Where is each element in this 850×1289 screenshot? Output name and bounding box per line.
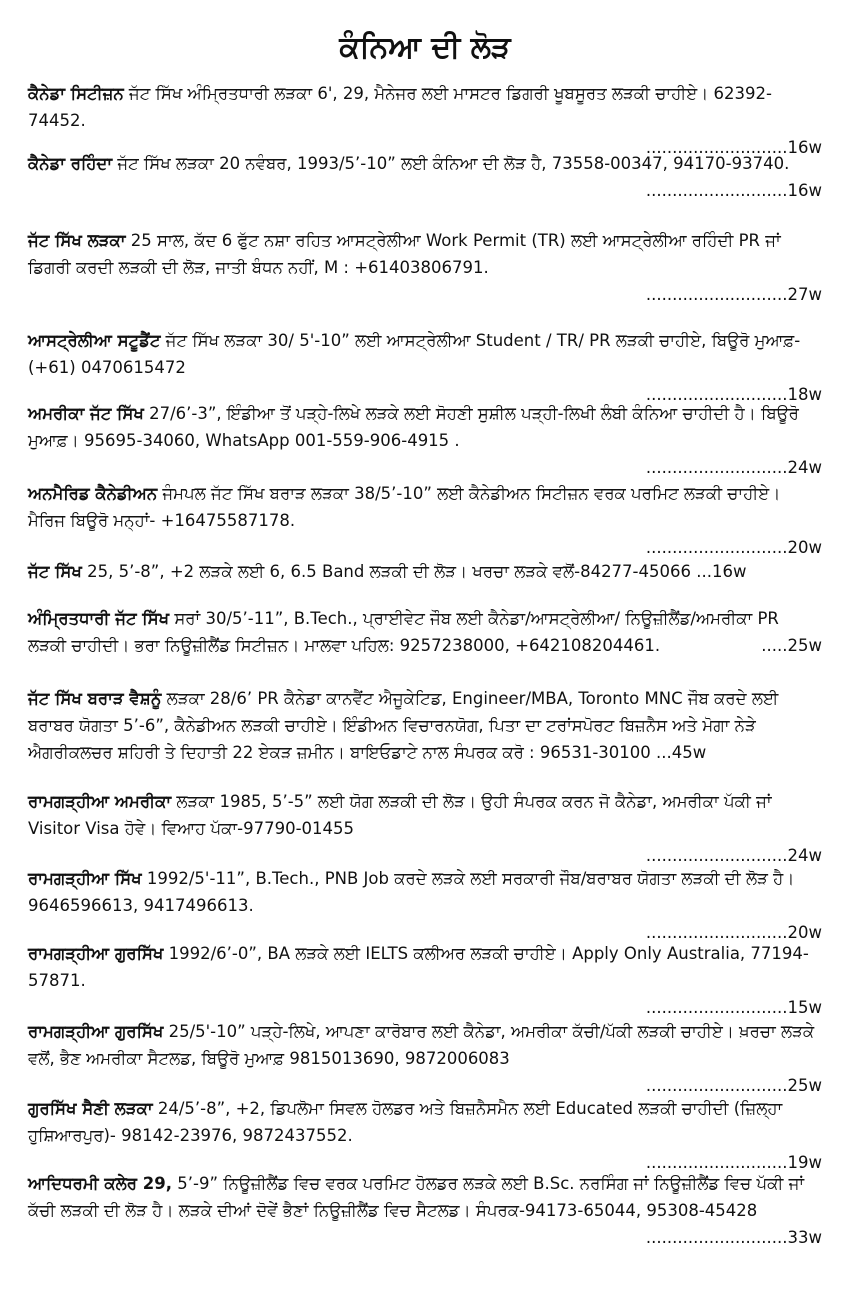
ad-lead: ਜੱਟ ਸਿੱਖ ਲੜਕਾ (28, 231, 126, 250)
ad-item (28, 400, 822, 481)
ad-item (28, 558, 822, 585)
ad-lead: ਰਾਮਗੜ੍ਹੀਆ ਅਮਰੀਕਾ (28, 792, 172, 811)
ad-body: 25/5'-10” ਪੜ੍ਹੇ-ਲਿਖੇ, ਆਪਣਾ ਕਾਰੋਬਾਰ ਲਈ ਕੈਨੇਡਾ, ਅਮਰੀਕਾ ਕੱਚੀ/ਪੱਕੀ ਲੜਕੀ ਚਾਹੀਏ। ਖ਼ਰਚਾ ਲੜਕੇ ਵਲੋਂ, ਭੈਣ ਅਮਰੀਕਾ ਸੈਟਲਡ, ਬਿਊਰੋ ਮੁਆਫ਼ 9815013690, 9872006083 (28, 1022, 815, 1068)
ad-item (28, 788, 822, 869)
ad-body: ਜੱਟ ਸਿੱਖ ਅੰਮ੍ਰਿਤਧਾਰੀ ਲੜਕਾ 6', 29, ਮੈਨੇਜਰ ਲਈ ਮਾਸਟਰ ਡਿਗਰੀ ਖੂਬਸੂਰਤ ਲੜਕੀ ਚਾਹੀਏ। 62392-74452. (28, 84, 772, 130)
ad-code: ...16w (696, 562, 747, 581)
ad-item (28, 940, 822, 1021)
ad-lead: ਅਮਰੀਕਾ ਜੱਟ ਸਿੱਖ (28, 404, 144, 423)
ad-body: 24/5’-8”, +2, ਡਿਪਲੋਮਾ ਸਿਵਲ ਹੋਲਡਰ ਅਤੇ ਬਿਜ਼ਨੈਸਮੈਨ ਲਈ Educated ਲੜਕੀ ਚਾਹੀਦੀ (ਜ਼ਿਲ੍ਹਾ ਹੁਸ਼ਿਆਰਪੁਰ)- 98142-23976, 9872437552. (28, 1099, 783, 1145)
ad-code: ...........................20w (645, 923, 822, 942)
ad-item (28, 327, 822, 408)
ad-code: ...........................33w (645, 1228, 822, 1247)
ad-body: ਜੱਟ ਸਿੱਖ ਲੜਕਾ 20 ਨਵੰਬਰ, 1993/5’-10” ਲਈ ਕੰਨਿਆ ਦੀ ਲੋੜ ਹੈ, 73558-00347, 94170-93740. (112, 154, 790, 173)
ad-lead: ਕੈਨੇਡਾ ਰਹਿੰਦਾ (28, 154, 113, 173)
ad-item (28, 150, 822, 204)
ad-item (28, 1018, 822, 1099)
ad-item (28, 1170, 822, 1251)
ad-lead: ਰਾਮਗੜ੍ਹੀਆ ਗੁਰਸਿੱਖ (28, 1022, 164, 1041)
page-title: ਕੰਨਿਆ ਦੀ ਲੋੜ (339, 30, 511, 65)
ad-body: 1992/5'-11”, B.Tech., PNB Job ਕਰਦੇ ਲੜਕੇ ਲਈ ਸਰਕਾਰੀ ਜੌਬ/ਬਰਾਬਰ ਯੋਗਤਾ ਲੜਕੀ ਦੀ ਲੋੜ ਹੈ। 9646596613, 9417496613. (28, 869, 795, 915)
ad-lead: ਜੱਟ ਸਿੱਖ (28, 562, 82, 581)
ad-body: ਲੜਕਾ 28/6’ PR ਕੈਨੇਡਾ ਕਾਨਵੈਂਟ ਐਜੂਕੇਟਿਡ, Engineer/MBA, Toronto MNC ਜੌਬ ਕਰਦੇ ਲਈ ਬਰਾਬਰ ਯੋਗਤਾ 5’-6”, ਕੈਨੇਡੀਅਨ ਲੜਕੀ ਚਾਹੀਏ। ਇੰਡੀਅਨ ਵਿਚਾਰਨਯੋਗ, ਪਿਤਾ ਦਾ ਟਰਾਂਸਪੋਰਟ ਬਿਜ਼ਨੈਸ ਅਤੇ ਮੋਗਾ ਨੇੜੇ ਐਗਰੀਕਲਚਰ ਸ਼ਹਿਰੀ ਤੇ ਦਿਹਾਤੀ 22 ਏਕੜ ਜ਼ਮੀਨ। ਬਾਇਓਡਾਟੇ ਨਾਲ ਸੰਪਰਕ ਕਰੋ : 96531-30100 (28, 689, 779, 762)
ad-lead: ਜੱਟ ਸਿੱਖ ਬਰਾੜ ਵੈਸ਼ਨੂੰ (28, 689, 162, 708)
ad-code: ...........................16w (645, 138, 822, 157)
ad-item (28, 605, 822, 659)
ad-code: ...........................15w (645, 998, 822, 1017)
ad-item (28, 480, 822, 561)
ad-code: ...........................16w (645, 181, 822, 200)
ad-code: ...........................25w (645, 1076, 822, 1095)
ad-lead: ਆਸਟ੍ਰੇਲੀਆ ਸਟੂਡੈਂਟ (28, 331, 161, 350)
ad-lead: ਗੁਰਸਿੱਖ ਸੈਣੀ ਲੜਕਾ (28, 1099, 153, 1118)
ad-code: ...........................19w (645, 1153, 822, 1172)
ad-lead: ਕੈਨੇਡਾ ਸਿਟੀਜ਼ਨ (28, 84, 124, 103)
ad-item (28, 227, 822, 308)
ad-body: ਜੱਟ ਸਿੱਖ ਲੜਕਾ 30/ 5'-10” ਲਈ ਆਸਟ੍ਰੇਲੀਆ Student / TR/ PR ਲੜਕੀ ਚਾਹੀਏ, ਬਿਊਰੋ ਮੁਆਫ਼-(+61) 0470615472 (28, 331, 801, 377)
ad-code: ...........................24w (645, 846, 822, 865)
ad-code: ...........................18w (645, 385, 822, 404)
ad-item (28, 1095, 822, 1176)
ad-body: ਲੜਕਾ 1985, 5’-5” ਲਈ ਯੋਗ ਲੜਕੀ ਦੀ ਲੋੜ। ਉਹੀ ਸੰਪਰਕ ਕਰਨ ਜੋ ਕੈਨੇਡਾ, ਅਮਰੀਕਾ ਪੱਕੀ ਜਾਂ Visitor Visa ਹੋਵੇ। ਵਿਆਹ ਪੱਕਾ-97790-01455 (28, 792, 772, 838)
ad-body: ਜੰਮਪਲ ਜੱਟ ਸਿੱਖ ਬਰਾੜ ਲੜਕਾ 38/5’-10” ਲਈ ਕੈਨੇਡੀਅਨ ਸਿਟੀਜ਼ਨ ਵਰਕ ਪਰਮਿਟ ਲੜਕੀ ਚਾਹੀਏ। ਮੈਰਿਜ ਬਿਊਰੋ ਮਨ੍ਹਾਂ- +16475587178. (28, 484, 781, 530)
ad-body: 5’-9” ਨਿਊਜ਼ੀਲੈਂਡ ਵਿਚ ਵਰਕ ਪਰਮਿਟ ਹੋਲਡਰ ਲੜਕੇ ਲਈ B.Sc. ਨਰਸਿੰਗ ਜਾਂ ਨਿਊਜ਼ੀਲੈਂਡ ਵਿਚ ਪੱਕੀ ਜਾਂ ਕੱਚੀ ਲੜਕੀ ਦੀ ਲੋੜ ਹੈ। ਲੜਕੇ ਦੀਆਂ ਦੋਵੇਂ ਭੈਣਾਂ ਨਿਊਜ਼ੀਲੈਂਡ ਵਿਚ ਸੈਟਲਡ। ਸੰਪਰਕ-94173-65044, 95308-45428 (28, 1174, 805, 1220)
ad-code: ...45w (656, 743, 707, 762)
ad-body: 1992/6’-0”, BA ਲੜਕੇ ਲਈ IELTS ਕਲੀਅਰ ਲੜਕੀ ਚਾਹੀਏ। Apply Only Australia, 77194-57871. (28, 944, 809, 990)
ad-code: ...........................20w (645, 538, 822, 557)
ad-item (28, 80, 822, 161)
ad-body: ਸਰਾਂ 30/5’-11”, B.Tech., ਪ੍ਰਾਈਵੇਟ ਜੌਬ ਲਈ ਕੈਨੇਡਾ/ਆਸਟ੍ਰੇਲੀਆ/ ਨਿਊਜ਼ੀਲੈਂਡ/ਅਮਰੀਕਾ PR ਲੜਕੀ ਚਾਹੀਦੀ। ਭਰਾ ਨਿਊਜ਼ੀਲੈਂਡ ਸਿਟੀਜ਼ਨ। ਮਾਲਵਾ ਪਹਿਲ: 9257238000, +642108204461. (28, 609, 779, 655)
ad-item (28, 685, 822, 766)
ad-lead: ਰਾਮਗੜ੍ਹੀਆ ਗੁਰਸਿੱਖ (28, 944, 164, 963)
ad-body: 25 ਸਾਲ, ਕੱਦ 6 ਫੁੱਟ ਨਸ਼ਾ ਰਹਿਤ ਆਸਟ੍ਰੇਲੀਆ Work Permit (TR) ਲਈ ਆਸਟ੍ਰੇਲੀਆ ਰਹਿੰਦੀ PR ਜਾਂ ਡਿਗਰੀ ਕਰਦੀ ਲੜਕੀ ਦੀ ਲੋੜ, ਜਾਤੀ ਬੰਧਨ ਨਹੀਂ, M : +61403806791. (28, 231, 781, 277)
ad-code: ...........................27w (645, 285, 822, 304)
ad-lead: ਅੰਮ੍ਰਿਤਧਾਰੀ ਜੱਟ ਸਿੱਖ (28, 609, 170, 628)
ad-item (28, 865, 822, 946)
ad-body: 27/6’-3”, ਇੰਡੀਆ ਤੋਂ ਪੜ੍ਹੇ-ਲਿਖੇ ਲੜਕੇ ਲਈ ਸੋਹਣੀ ਸੁਸ਼ੀਲ ਪੜ੍ਹੀ-ਲਿਖੀ ਲੰਬੀ ਕੰਨਿਆ ਚਾਹੀਦੀ ਹੈ। ਬਿਊਰੋ ਮੁਆਫ਼। 95695-34060, WhatsApp 001-559-906-4915 . (28, 404, 799, 450)
ad-lead: ਰਾਮਗੜ੍ਹੀਆ ਸਿੱਖ (28, 869, 142, 888)
ad-code: ...........................24w (645, 458, 822, 477)
ad-code: .....25w (761, 636, 822, 655)
ad-lead: ਅਨਮੈਰਿਡ ਕੈਨੇਡੀਅਨ (28, 484, 158, 503)
ad-lead: ਆਦਿਧਰਮੀ ਕਲੇਰ 29, (28, 1174, 172, 1193)
ad-body: 25, 5’-8”, +2 ਲੜਕੇ ਲਈ 6, 6.5 Band ਲੜਕੀ ਦੀ ਲੋੜ। ਖਰਚਾ ਲੜਕੇ ਵਲੋਂ-84277-45066 (81, 562, 691, 581)
